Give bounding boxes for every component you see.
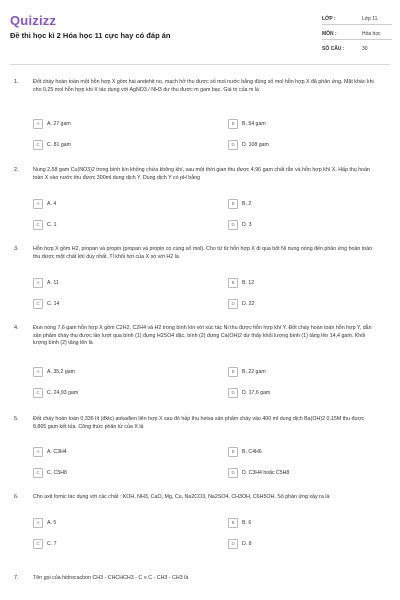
- question-text: Đốt cháy hoàn toàn một hỗn hợp X gồm hai andehit no, mạch hở thu được số mol nước bằng đúng số mol hỗn hợp X đã phản ứng. Mặt khác khi cho 0,25 mol hỗn hợp khi X tác dụng với AgNO3 / NH3 dư thu được m gam bạc. Giá trị của m là: [33, 79, 374, 93]
- option-a[interactable]: [33, 278, 183, 287]
- option-c[interactable]: [33, 468, 183, 477]
- option-letter: B: [228, 278, 238, 288]
- option-letter: C: [33, 388, 43, 398]
- question-number: 5.: [14, 416, 19, 422]
- option-text: C. 14: [47, 300, 60, 307]
- option-text: B. 6: [242, 519, 252, 526]
- option-letter: D: [228, 388, 238, 398]
- option-text: B. 12: [242, 279, 255, 286]
- question-text: Tên gọi của hidrocacbon CH3 - CHCHCH3 - C ≡ C - CH3 - CH3 là: [33, 575, 189, 581]
- option-c[interactable]: [33, 140, 183, 149]
- page-title: Đề thi học kì 2 Hóa học 11 cực hay có đáp án: [10, 31, 171, 40]
- question-number: 6.: [14, 494, 19, 500]
- option-letter: A: [33, 367, 43, 377]
- header-divider: [10, 64, 390, 65]
- option-letter: B: [228, 447, 238, 457]
- option-text: C. 1: [47, 221, 57, 228]
- option-letter: B: [228, 518, 238, 528]
- question-text: Hỗn hợp X gồm H2, propan và propin (propan và propin có cùng số mol). Cho từ từ hỗn hợp X đi qua bột Ni nung nóng đến phản ứng hoàn toàn thu được một chất khí duy nhất. Tỉ khối hơi của X so với H2 là: [33, 246, 373, 260]
- option-letter: A: [33, 447, 43, 457]
- meta-divider: [322, 39, 392, 40]
- option-a[interactable]: [33, 199, 183, 208]
- option-letter: A: [33, 278, 43, 288]
- option-c[interactable]: [33, 220, 183, 229]
- question-number: 2.: [14, 167, 19, 173]
- option-a[interactable]: [33, 518, 183, 527]
- option-letter: A: [33, 119, 43, 129]
- option-letter: A: [33, 518, 43, 528]
- option-d[interactable]: [228, 220, 378, 229]
- option-letter: D: [228, 539, 238, 549]
- meta-value: Lớp 11: [362, 16, 378, 22]
- option-text: D. 22: [242, 300, 255, 307]
- option-letter: B: [228, 199, 238, 209]
- option-letter: C: [33, 220, 43, 230]
- option-b[interactable]: [228, 278, 378, 287]
- option-text: A. 5: [47, 519, 57, 526]
- option-text: D. C3H4 hoặc C5H8: [242, 469, 290, 476]
- option-letter: A: [33, 199, 43, 209]
- option-text: D. 108 gam: [242, 141, 269, 148]
- question-number: 4.: [14, 325, 19, 331]
- option-text: A. C3H4: [47, 448, 67, 455]
- option-d[interactable]: [228, 468, 378, 477]
- option-text: D. 3: [242, 221, 252, 228]
- option-letter: D: [228, 299, 238, 309]
- option-letter: C: [33, 140, 43, 150]
- option-text: C. 7: [47, 540, 57, 547]
- meta-key: LỚP :: [322, 16, 336, 22]
- option-a[interactable]: [33, 119, 183, 128]
- option-text: C. 24,93 gam: [47, 389, 79, 396]
- option-letter: C: [33, 468, 43, 478]
- quizizz-logo: Quizizz: [10, 13, 57, 28]
- question-text: Cho axit fomic tác dụng với các chất : KOH, NH3, CaO, Mg, Cu, Na2CO3, Na2SO4, CH3OH, C6H5OH. Số phản ứng xảy ra là: [33, 494, 330, 500]
- option-letter: D: [228, 220, 238, 230]
- question-text: Nung 2,58 gam Cu(NO3)2 trong bình kín không chứa không khí, sau một thời gian thu được 4,96 gam chất rắn và hỗn hợp khí X. Hấp thụ hoàn toàn X vào nước thu được 300ml dung dịch Y. Dung dịch Y có pH bằng: [33, 167, 370, 181]
- option-letter: C: [33, 299, 43, 309]
- option-c[interactable]: [33, 539, 183, 548]
- meta-divider: [322, 24, 392, 25]
- option-a[interactable]: [33, 447, 183, 456]
- option-b[interactable]: [228, 199, 378, 208]
- question-text: Đốt cháy hoàn toàn 0,336 lít (đktc) ankađien liên hợp X sau đó hấp thụ hetsa sản phẩm cháy vào 400 ml dung dịch Ba(OH)2 0,15M thu được 8,865 gam kết tủa. Công thức phân tử của X là: [33, 416, 365, 430]
- option-text: C. 81 gam: [47, 141, 71, 148]
- option-letter: D: [228, 140, 238, 150]
- option-b[interactable]: [228, 518, 378, 527]
- option-d[interactable]: [228, 299, 378, 308]
- option-b[interactable]: [228, 367, 378, 376]
- meta-key: MÔN :: [322, 31, 337, 37]
- option-text: C. C5H8: [47, 469, 67, 476]
- option-text: A. 11: [47, 279, 59, 286]
- question-number: 3.: [14, 246, 19, 252]
- option-letter: C: [33, 539, 43, 549]
- option-text: B. 54 gam: [242, 120, 266, 127]
- option-text: B. C4H6: [242, 448, 262, 455]
- option-d[interactable]: [228, 388, 378, 397]
- option-text: A. 27 gam: [47, 120, 71, 127]
- question-text: Đun nóng 7,6 gam hỗn hợp X gồm C2H2, C2H4 và H2 trong bình kín với xúc tác Ni thu được hỗn hợp khí Y. Đốt cháy hoàn toàn hỗn hợp Y, dẫn sản phẩm cháy thu được lần lượt qua bình (1) đựng H2SO4 đặc, bình (2) đựng Ca(OH)2 dư thấy khối lượng bình (1) tăng lên 14,4 gam. Khối lượng bình (2) tăng lên là: [33, 325, 372, 346]
- question-number: 1.: [14, 79, 19, 85]
- option-text: A. 4: [47, 200, 57, 207]
- option-c[interactable]: [33, 299, 183, 308]
- option-d[interactable]: [228, 539, 378, 548]
- option-letter: B: [228, 119, 238, 129]
- option-a[interactable]: [33, 367, 183, 376]
- option-b[interactable]: [228, 119, 378, 128]
- meta-value: Hóa học: [362, 31, 381, 37]
- meta-value: 30: [362, 46, 368, 52]
- option-letter: D: [228, 468, 238, 478]
- option-text: D. 17,6 gam: [242, 389, 271, 396]
- option-d[interactable]: [228, 140, 378, 149]
- option-text: B. 2: [242, 200, 252, 207]
- question-number: 7.: [14, 575, 19, 581]
- option-text: A. 35,2 gam: [47, 368, 75, 375]
- option-b[interactable]: [228, 447, 378, 456]
- option-text: B. 22 gam: [242, 368, 266, 375]
- option-letter: B: [228, 367, 238, 377]
- meta-key: SỐ CÂU :: [322, 46, 345, 52]
- option-text: D. 8: [242, 540, 252, 547]
- option-c[interactable]: [33, 388, 183, 397]
